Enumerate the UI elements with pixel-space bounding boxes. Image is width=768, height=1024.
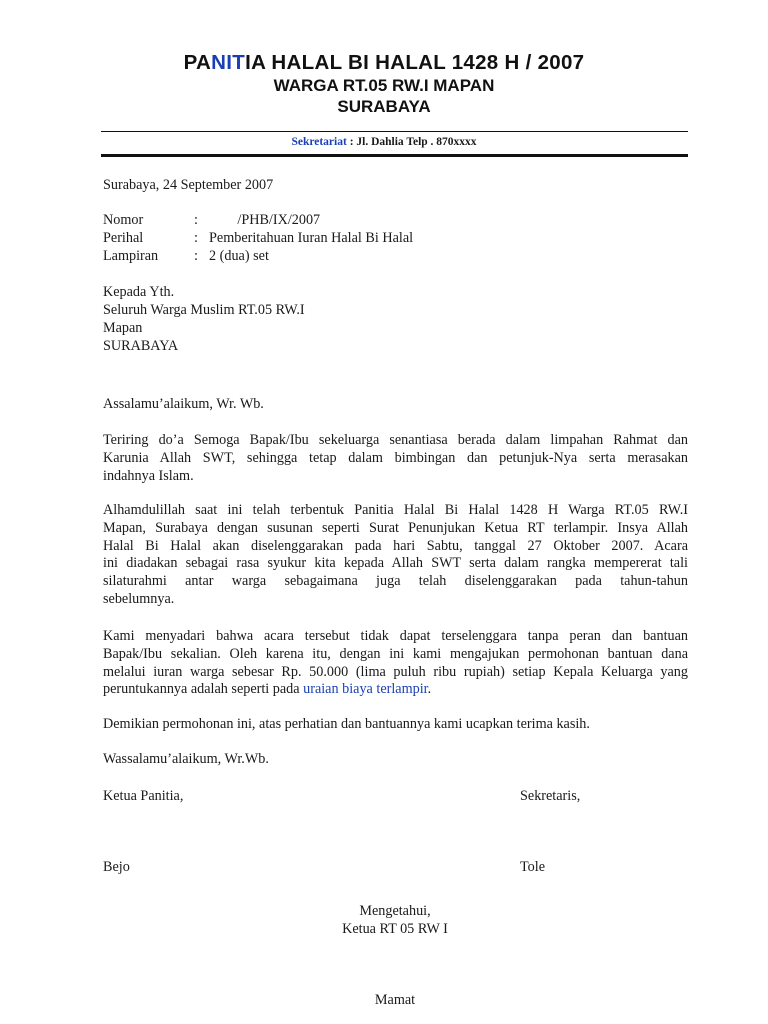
paragraph-line: sebelumnya. (103, 590, 175, 607)
signature-left-name: Bejo (103, 859, 130, 875)
paragraph-line: Mapan, Surabaya dengan susunan seperti Surat Penunjukan Ketua RT terlampir. Insya Allah (103, 519, 688, 536)
letter-date: Surabaya, 24 September 2007 (103, 177, 274, 193)
paragraph-line (103, 681, 688, 699)
title-part-1: PA (183, 51, 212, 74)
secretariat-line (0, 136, 768, 148)
meta-colon: : (194, 230, 198, 246)
meta-colon: : (194, 248, 198, 264)
recipient-line-4: SURABAYA (103, 338, 179, 354)
paragraph-line: Bapak/Ibu sekalian. Oleh karena itu, dengan ini kami mengajukan permohonan bantuan dana (103, 645, 688, 662)
paragraph-line: indahnya Islam. (103, 467, 194, 484)
header-divider-thick (101, 154, 688, 157)
paragraph-line: melalui iuran warga sebesar Rp. 50.000 (lima puluh ribu rupiah) setiap Kepala Keluarga yang (103, 663, 688, 680)
title-part-highlight: NIT (211, 51, 246, 74)
header-divider-thin (101, 131, 688, 132)
signature-right-name: Tole (520, 859, 546, 875)
letter-subtitle: WARGA RT.05 RW.I MAPAN (273, 76, 495, 95)
recipient-line-3: Mapan (103, 320, 143, 336)
signature-center-title-1: Mengetahui, (359, 903, 431, 919)
paragraph-3 (103, 628, 688, 699)
paragraph-line: Alhamdulillah saat ini telah terbentuk Panitia Halal Bi Halal 1428 H Warga RT.05 RW.I (103, 502, 688, 518)
paragraph-text: . (427, 681, 432, 698)
signature-center-name: Mamat (374, 992, 416, 1008)
paragraph-text: peruntukannya adalah seperti pada (103, 681, 304, 698)
meta-value-lampiran: 2 (dua) set (209, 248, 269, 264)
meta-value-nomor: /PHB/IX/2007 (209, 212, 321, 228)
signature-left-title: Ketua Panitia, (103, 788, 184, 804)
paragraph-line: Halal Bi Halal akan diselenggarakan pada hari Sabtu, tanggal 27 Oktober 2007. Acara (103, 537, 688, 554)
closing-sentence: Demikian permohonan ini, atas perhatian dan bantuannya kami ucapkan terima kasih. (103, 716, 590, 732)
paragraph-line: Karunia Allah SWT, sehingga tetap dalam bimbingan dan petunjuk-Nya serta merasakan (103, 449, 688, 466)
recipient-line-1: Kepada Yth. (103, 284, 175, 300)
paragraph-line: silaturahmi antar warga sebagaimana juga telah diselenggarakan pada tahun-tahun (103, 573, 688, 590)
paragraph-line: Teriring do’a Semoga Bapak/Ibu sekeluarga senantiasa berada dalam limpahan Rahmat dan (103, 432, 688, 448)
meta-label-nomor: Nomor (103, 212, 144, 228)
meta-label-lampiran: Lampiran (103, 248, 159, 264)
recipient-line-2: Seluruh Warga Muslim RT.05 RW.I (103, 302, 305, 318)
letter-city: SURABAYA (337, 97, 431, 116)
signature-right-title: Sekretaris, (520, 788, 581, 804)
secretariat-label: Sekretariat (291, 136, 347, 148)
closing-greeting: Wassalamu’alaikum, Wr.Wb. (103, 751, 269, 767)
signature-center-title-2: Ketua RT 05 RW I (342, 921, 448, 937)
meta-colon: : (194, 212, 198, 228)
paragraph-line: Kami menyadari bahwa acara tersebut tidak dapat terselenggara tanpa peran dan bantuan (103, 628, 688, 644)
attachment-link[interactable]: uraian biaya terlampir (303, 681, 428, 698)
secretariat-address: : Jl. Dahlia Telp . 870xxxx (346, 136, 477, 148)
paragraph-line: ini diadakan sebagai rasa syukur kita kepada Allah SWT serta dalam rangka mempererat tali (103, 555, 688, 572)
opening-greeting: Assalamu’alaikum, Wr. Wb. (103, 396, 264, 412)
letter-title (0, 51, 768, 75)
meta-value-perihal: Pemberitahuan Iuran Halal Bi Halal (209, 230, 414, 246)
paragraph-1 (103, 432, 688, 485)
paragraph-2 (103, 502, 688, 609)
title-part-3: IA HALAL BI HALAL 1428 H / 2007 (245, 51, 585, 74)
meta-label-perihal: Perihal (103, 230, 144, 246)
